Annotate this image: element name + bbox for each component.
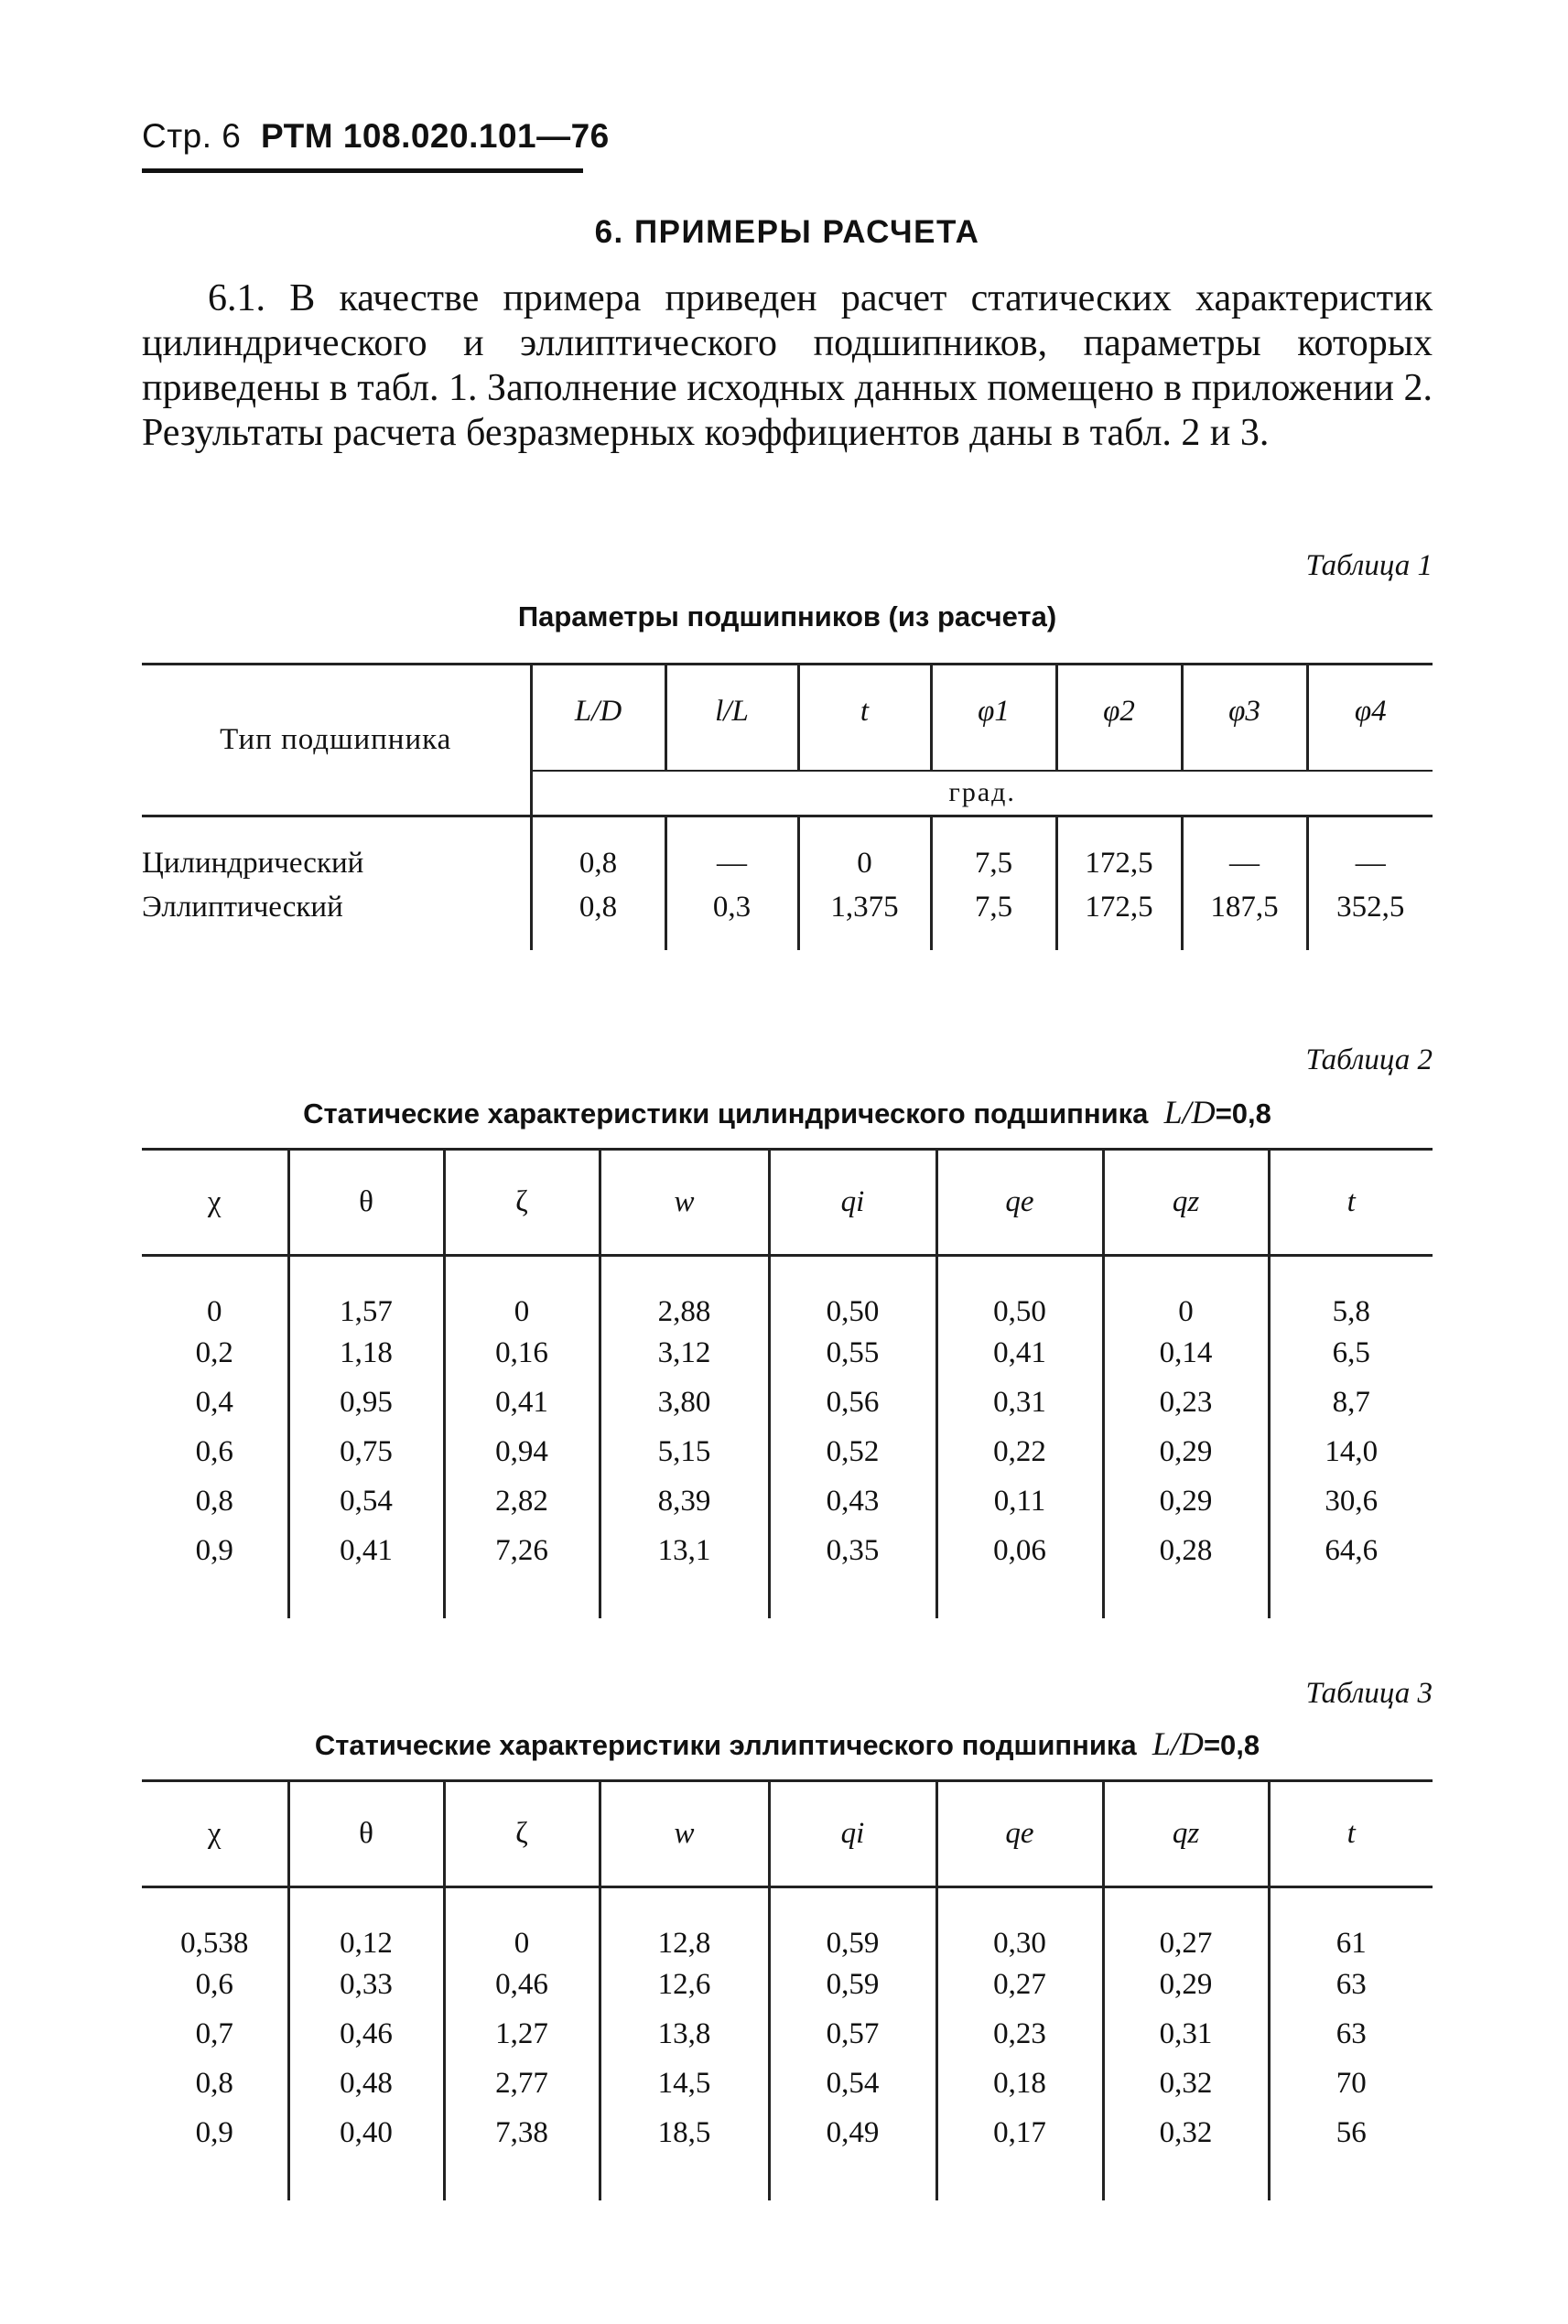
- table3-col-header: ζ: [444, 1781, 600, 1887]
- table2-cell: 0,75: [288, 1428, 444, 1477]
- table2-cell: 0,11: [936, 1477, 1103, 1527]
- table3-cell: 0,59: [769, 1961, 936, 2010]
- table2-cell: 0,29: [1103, 1477, 1269, 1527]
- table3-cell: 70: [1269, 2059, 1433, 2109]
- table2-cell: 0,2: [195, 1336, 233, 1369]
- table3-col-header: χ: [207, 1817, 222, 1850]
- table2-caption-value: =0,8: [1215, 1097, 1271, 1130]
- table1-cell: 7,5: [931, 816, 1056, 881]
- table3-cell: 0,538: [180, 1926, 249, 1960]
- table2-cell: 5,8: [1269, 1256, 1433, 1329]
- table2-caption: [142, 1093, 1433, 1131]
- table3-cell: 12,8: [600, 1887, 769, 1961]
- table3-cell: 0,6: [195, 1968, 233, 2001]
- table3-cell: 0,40: [288, 2109, 444, 2158]
- table2-row: [142, 1256, 1433, 1329]
- table2-cell: 0,22: [936, 1428, 1103, 1477]
- table2-cell: 0: [444, 1256, 600, 1329]
- table2-row: [142, 1527, 1433, 1576]
- table2-col-header: ζ: [444, 1150, 600, 1256]
- table2-cell: 0,50: [936, 1256, 1103, 1329]
- table2-cell: 0,41: [936, 1329, 1103, 1378]
- table2-cell: 0,41: [444, 1378, 600, 1428]
- table2-cell: 0,35: [769, 1527, 936, 1576]
- table2-cell: 0,14: [1103, 1329, 1269, 1378]
- table2-cell: 3,80: [600, 1378, 769, 1428]
- table3-cell: 0,23: [936, 2010, 1103, 2059]
- table2-cell: 0: [207, 1294, 222, 1328]
- table2-cell: 6,5: [1269, 1329, 1433, 1378]
- table3-cell: 0,54: [769, 2059, 936, 2109]
- table3-cell: 0,30: [936, 1887, 1103, 1961]
- table2-caption-param: L/D: [1163, 1094, 1216, 1130]
- document-code: РТМ 108.020.101—76: [260, 117, 610, 155]
- table3-col-header: qi: [769, 1781, 936, 1887]
- table2-row: [142, 1428, 1433, 1477]
- table1-cell: 0,8: [531, 816, 665, 881]
- table2-col-header: qz: [1103, 1150, 1269, 1256]
- table3-cell: 0,9: [195, 2116, 233, 2149]
- table3-caption-text: Статические характеристики эллиптического подшипника: [314, 1729, 1137, 1761]
- table2-cell: 0,41: [288, 1527, 444, 1576]
- table2-label: Таблица 2: [1305, 1043, 1433, 1076]
- table2-cell: 1,57: [288, 1256, 444, 1329]
- table3-cell: 61: [1269, 1887, 1433, 1961]
- table1-col-header: L/D: [531, 665, 665, 771]
- table3-cell: 14,5: [600, 2059, 769, 2109]
- table2-cell: 0,52: [769, 1428, 936, 1477]
- table3-col-header: t: [1269, 1781, 1433, 1887]
- table3-cell: 0,32: [1103, 2059, 1269, 2109]
- table1-cell: 172,5: [1056, 816, 1182, 881]
- table2-cell: 0,31: [936, 1378, 1103, 1428]
- table2-row: [142, 1378, 1433, 1428]
- table3-caption-param: L/D: [1152, 1725, 1204, 1762]
- table3-cell: 12,6: [600, 1961, 769, 2010]
- table1-cell: 187,5: [1182, 881, 1307, 935]
- table3-cell: 7,38: [444, 2109, 600, 2158]
- table2-cell: 0,6: [195, 1435, 233, 1468]
- table2: [142, 1148, 1433, 1618]
- table1-col-header: φ4: [1307, 665, 1433, 771]
- table2-cell: 0,16: [444, 1329, 600, 1378]
- table3-cell: 0,27: [1103, 1887, 1269, 1961]
- table2-cell: 1,18: [288, 1329, 444, 1378]
- table3-cell: 2,77: [444, 2059, 600, 2109]
- table2-cell: 0,95: [288, 1378, 444, 1428]
- table3-row: [142, 2010, 1433, 2059]
- table3-cell: 63: [1269, 1961, 1433, 2010]
- table3-col-header: qe: [936, 1781, 1103, 1887]
- table2-cell: 8,7: [1269, 1378, 1433, 1428]
- table1-cell: 7,5: [931, 881, 1056, 935]
- table2-cell: 0,56: [769, 1378, 936, 1428]
- table3-col-header: qz: [1103, 1781, 1269, 1887]
- table1-col-header: l/L: [665, 665, 798, 771]
- page-number: Стр. 6: [142, 117, 242, 155]
- table2-cell: 64,6: [1269, 1527, 1433, 1576]
- table3-cell: 56: [1269, 2109, 1433, 2158]
- table3-cell: 18,5: [600, 2109, 769, 2158]
- table1-cell: —: [665, 816, 798, 881]
- table2-cell: 3,12: [600, 1329, 769, 1378]
- table3-caption-value: =0,8: [1203, 1729, 1260, 1761]
- table2-col-header: χ: [207, 1185, 222, 1218]
- table3-cell: 0,29: [1103, 1961, 1269, 2010]
- table1-row-name: Эллиптический: [142, 891, 343, 924]
- table2-row: [142, 1329, 1433, 1378]
- table1-row-header: Тип подшипника: [220, 723, 452, 756]
- table3-cell: 63: [1269, 2010, 1433, 2059]
- table1-cell: 352,5: [1307, 881, 1433, 935]
- table2-cell: 0,8: [195, 1485, 233, 1518]
- table3-caption: [142, 1724, 1433, 1763]
- table1-cell: 1,375: [798, 881, 931, 935]
- table1: [142, 663, 1433, 950]
- body-paragraph: 6.1. В качестве примера приведен расчет статических характеристик цилиндрического и эллиптического подшипников, параметры которых приведены в табл. 1. Заполнение исходных данных помещено в приложении 2. Результаты расчета безразмерных коэффициентов даны в табл. 2 и 3.: [142, 277, 1433, 454]
- table3-cell: 0,18: [936, 2059, 1103, 2109]
- table2-col-header: θ: [288, 1150, 444, 1256]
- table2-cell: 30,6: [1269, 1477, 1433, 1527]
- table3-cell: 0,46: [444, 1961, 600, 2010]
- table3-col-header: θ: [288, 1781, 444, 1887]
- table2-cell: 0,06: [936, 1527, 1103, 1576]
- table2-cell: 0,28: [1103, 1527, 1269, 1576]
- table2-cell: 8,39: [600, 1477, 769, 1527]
- table1-col-header: t: [798, 665, 931, 771]
- table2-cell: 0: [1103, 1256, 1269, 1329]
- table3-cell: 0,7: [195, 2017, 233, 2050]
- table2-cell: 0,43: [769, 1477, 936, 1527]
- table2-cell: 13,1: [600, 1527, 769, 1576]
- table2-row: [142, 1477, 1433, 1527]
- table3-cell: 0,17: [936, 2109, 1103, 2158]
- table3-cell: 0,31: [1103, 2010, 1269, 2059]
- table2-cell: 2,82: [444, 1477, 600, 1527]
- table1-col-header: φ2: [1056, 665, 1182, 771]
- table2-cell: 5,15: [600, 1428, 769, 1477]
- table3-row: [142, 2109, 1433, 2158]
- table2-col-header: t: [1269, 1150, 1433, 1256]
- table2-cell: 7,26: [444, 1527, 600, 1576]
- table1-caption: Параметры подшипников (из расчета): [517, 600, 1057, 632]
- page-header: [142, 117, 610, 173]
- table2-col-header: qe: [936, 1150, 1103, 1256]
- table2-cell: 0,55: [769, 1329, 936, 1378]
- table3-cell: 0,33: [288, 1961, 444, 2010]
- table3-cell: 0,46: [288, 2010, 444, 2059]
- table2-cell: 0,4: [195, 1386, 233, 1419]
- table3-cell: 0,27: [936, 1961, 1103, 2010]
- table2-cell: 0,54: [288, 1477, 444, 1527]
- table1-row-name: Цилиндрический: [142, 846, 364, 880]
- table1-cell: —: [1182, 816, 1307, 881]
- table3-cell: 0,8: [195, 2067, 233, 2100]
- table3-cell: 0,48: [288, 2059, 444, 2109]
- table3-label: Таблица 3: [1305, 1677, 1433, 1710]
- table3-cell: 0: [444, 1887, 600, 1961]
- table2-cell: 0,94: [444, 1428, 600, 1477]
- table3-cell: 0,49: [769, 2109, 936, 2158]
- table3-cell: 0,12: [288, 1887, 444, 1961]
- table3: [142, 1779, 1433, 2200]
- table2-cell: 0,29: [1103, 1428, 1269, 1477]
- table2-cell: 14,0: [1269, 1428, 1433, 1477]
- table3-cell: 0,32: [1103, 2109, 1269, 2158]
- table2-cell: 0,50: [769, 1256, 936, 1329]
- table3-row: [142, 1887, 1433, 1961]
- table2-cell: 0,9: [195, 1534, 233, 1567]
- table1-cell: 172,5: [1056, 881, 1182, 935]
- table3-cell: 13,8: [600, 2010, 769, 2059]
- table3-col-header: w: [600, 1781, 769, 1887]
- section-title: 6. ПРИМЕРЫ РАСЧЕТА: [594, 214, 980, 250]
- table3-cell: 0,59: [769, 1887, 936, 1961]
- table1-col-header: φ1: [931, 665, 1056, 771]
- table1-label: Таблица 1: [1305, 549, 1433, 582]
- table1-cell: 0,8: [531, 881, 665, 935]
- table1-cell: 0,3: [665, 881, 798, 935]
- table2-col-header: qi: [769, 1150, 936, 1256]
- table1-unit: град.: [531, 771, 1433, 816]
- table3-cell: 1,27: [444, 2010, 600, 2059]
- table3-row: [142, 1961, 1433, 2010]
- table1-cell: —: [1307, 816, 1433, 881]
- table2-caption-text: Статические характеристики цилиндрического подшипника: [303, 1097, 1149, 1130]
- table3-cell: 0,57: [769, 2010, 936, 2059]
- table2-col-header: w: [600, 1150, 769, 1256]
- table3-row: [142, 2059, 1433, 2109]
- table1-col-header: φ3: [1182, 665, 1307, 771]
- table2-cell: 2,88: [600, 1256, 769, 1329]
- table2-cell: 0,23: [1103, 1378, 1269, 1428]
- table1-cell: 0: [798, 816, 931, 881]
